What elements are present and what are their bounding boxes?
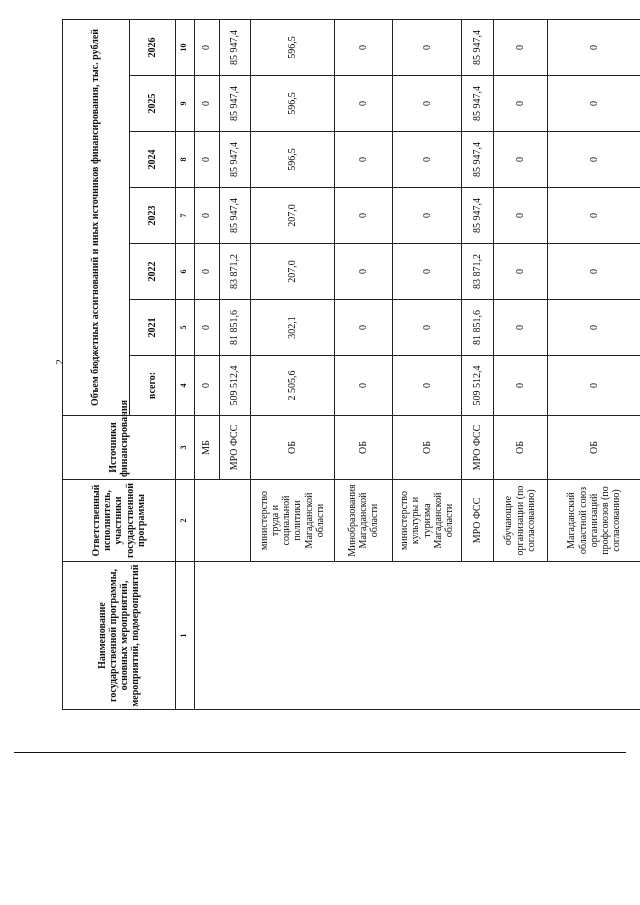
header-year: 2022: [129, 244, 175, 300]
value-cell: 0: [194, 132, 219, 188]
header-budget-group: Объем бюджетных ассигнований и иных источников финансирования, тыс. рублей: [63, 19, 130, 415]
value-cell: 0: [334, 356, 393, 416]
value-cell: 85 947,4: [219, 76, 250, 132]
column-number: 3: [175, 416, 194, 480]
header-year: 2024: [129, 132, 175, 188]
source-cell: ОБ: [251, 416, 335, 480]
value-cell: 0: [194, 356, 219, 416]
source-cell: МРО ФСС: [219, 416, 250, 480]
value-cell: 0: [393, 244, 462, 300]
value-cell: 85 947,4: [219, 19, 250, 75]
value-cell: 0: [493, 76, 547, 132]
value-cell: 85 947,4: [462, 132, 493, 188]
value-cell: 0: [334, 76, 393, 132]
source-cell: ОБ: [493, 416, 547, 480]
value-cell: 0: [334, 244, 393, 300]
value-cell: 2 505,6: [251, 356, 335, 416]
value-cell: 0: [393, 19, 462, 75]
value-cell: 0: [493, 300, 547, 356]
value-cell: 0: [334, 300, 393, 356]
value-cell: 0: [194, 188, 219, 244]
value-cell: 0: [493, 132, 547, 188]
value-cell: 0: [393, 300, 462, 356]
program-name-cell: [194, 562, 640, 710]
value-cell: 81 851,6: [219, 300, 250, 356]
value-cell: 83 871,2: [219, 244, 250, 300]
source-cell: МБ: [194, 416, 219, 480]
executor-cell: министерство культуры и туризма Магаданской области: [393, 480, 462, 562]
value-cell: 596,5: [251, 19, 335, 75]
horizontal-divider: [14, 752, 626, 753]
executor-cell: МРО ФСС: [462, 480, 493, 562]
value-cell: 0: [393, 356, 462, 416]
value-cell: 0: [547, 356, 640, 416]
executor-cell: обучающие организации (по согласованию): [493, 480, 547, 562]
value-cell: 0: [493, 188, 547, 244]
page-number: 2: [54, 359, 66, 365]
value-cell: 0: [194, 244, 219, 300]
table-row: [194, 19, 219, 709]
header-executor: Ответственный исполнитель, участники государственной программы: [63, 480, 176, 562]
header-name: Наименование государственной программы, основных мероприятий, мероприятий, подмероприятий: [63, 562, 176, 710]
value-cell: 0: [194, 76, 219, 132]
header-year: 2025: [129, 76, 175, 132]
value-cell: 0: [393, 132, 462, 188]
value-cell: 0: [194, 300, 219, 356]
value-cell: 83 871,2: [462, 244, 493, 300]
column-number: 10: [175, 19, 194, 75]
value-cell: 0: [334, 19, 393, 75]
value-cell: 0: [547, 76, 640, 132]
column-number: 4: [175, 356, 194, 416]
value-cell: 302,1: [251, 300, 335, 356]
value-cell: 0: [547, 244, 640, 300]
value-cell: 85 947,4: [462, 76, 493, 132]
source-cell: ОБ: [334, 416, 393, 480]
value-cell: 0: [194, 19, 219, 75]
value-cell: 207,0: [251, 244, 335, 300]
column-number: 9: [175, 76, 194, 132]
value-cell: 0: [334, 132, 393, 188]
value-cell: 85 947,4: [462, 19, 493, 75]
value-cell: 0: [334, 188, 393, 244]
value-cell: 85 947,4: [219, 132, 250, 188]
executor-cell: министерство труда и социальной политики Магаданской области: [251, 480, 335, 562]
value-cell: 0: [493, 244, 547, 300]
budget-table: [62, 19, 640, 710]
column-number: 7: [175, 188, 194, 244]
value-cell: 81 851,6: [462, 300, 493, 356]
header-year: 2021: [129, 300, 175, 356]
budget-table-wrapper: [62, 20, 640, 710]
source-cell: ОБ: [547, 416, 640, 480]
value-cell: 0: [493, 19, 547, 75]
value-cell: 85 947,4: [462, 188, 493, 244]
header-year: 2023: [129, 188, 175, 244]
value-cell: 509 512,4: [462, 356, 493, 416]
executor-cell: Минобразования Магаданской области: [334, 480, 393, 562]
value-cell: 0: [393, 76, 462, 132]
header-year: 2026: [129, 19, 175, 75]
column-number-row: [175, 19, 194, 709]
executor-cell: Магаданский областной союз организаций профсоюзов (по согласованию): [547, 480, 640, 562]
column-number: 1: [175, 562, 194, 710]
value-cell: 0: [547, 188, 640, 244]
executor-cell: [194, 480, 250, 562]
value-cell: 0: [547, 300, 640, 356]
value-cell: 0: [393, 188, 462, 244]
source-cell: МРО ФСС: [462, 416, 493, 480]
header-total: всего:: [129, 356, 175, 416]
column-number: 5: [175, 300, 194, 356]
value-cell: 85 947,4: [219, 188, 250, 244]
value-cell: 596,5: [251, 76, 335, 132]
column-number: 6: [175, 244, 194, 300]
value-cell: 0: [547, 19, 640, 75]
column-number: 2: [175, 480, 194, 562]
column-number: 8: [175, 132, 194, 188]
header-source: Источники финансирования: [63, 416, 176, 480]
value-cell: 0: [547, 132, 640, 188]
value-cell: 207,0: [251, 188, 335, 244]
source-cell: ОБ: [393, 416, 462, 480]
value-cell: 509 512,4: [219, 356, 250, 416]
value-cell: 0: [493, 356, 547, 416]
rotated-table-container: [62, 20, 640, 710]
value-cell: 596,5: [251, 132, 335, 188]
